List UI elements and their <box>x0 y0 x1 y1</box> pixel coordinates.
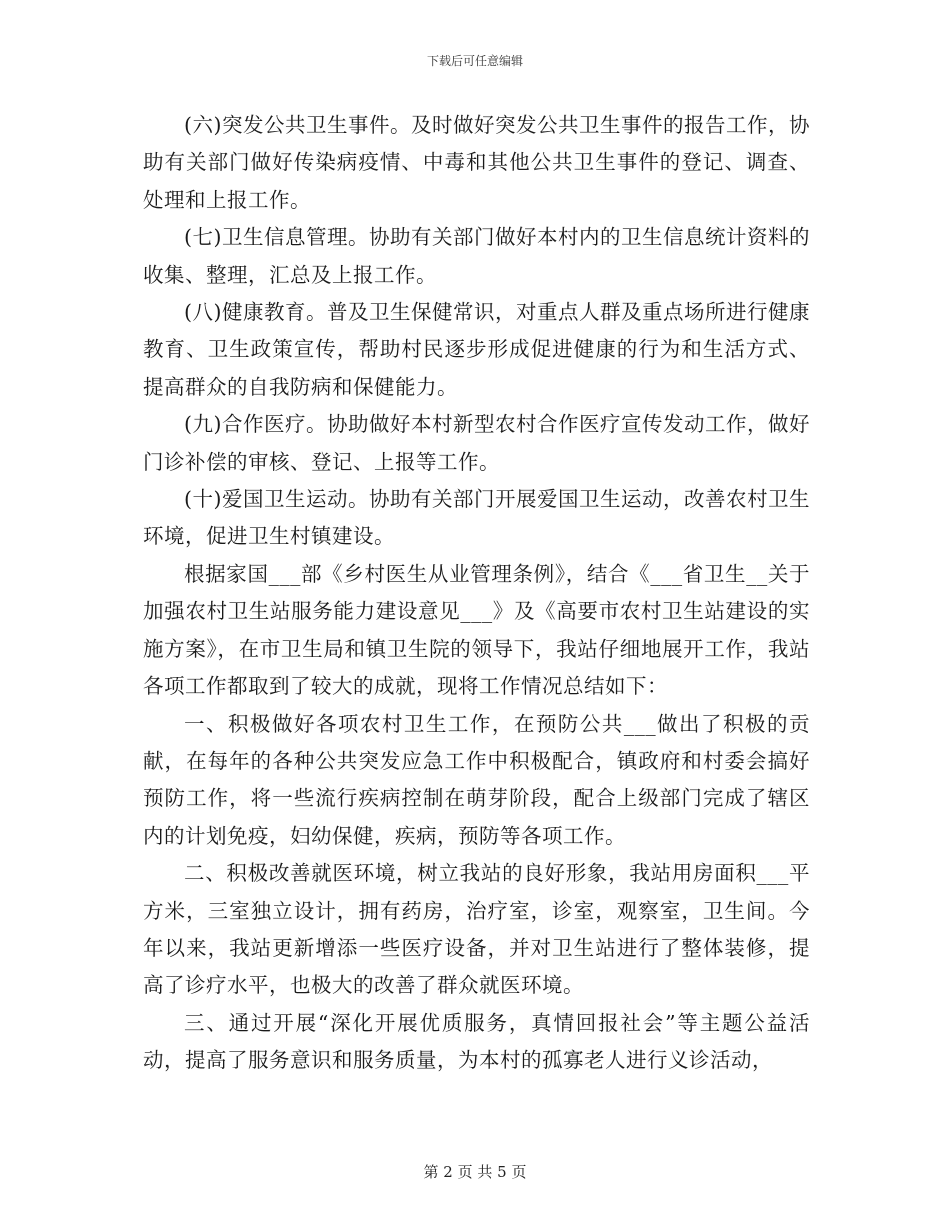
paragraph-summary-intro: 根据家国___部《乡村医生从业管理条例》，结合《___省卫生__关于加强农村卫生站服务能力建设意见___》及《高要市农村卫生站建设的实施方案》，在市卫生局和镇卫生院的领导下，我站仔细地展开工作，我站各项工作都取到了较大的成就，现将工作情况总结如下： <box>143 561 810 699</box>
paragraph-point-2: 二、积极改善就医环境，树立我站的良好形象，我站用房面积___平方米，三室独立设计，拥有药房，治疗室，诊室，观察室，卫生间。今年以来，我站更新增添一些医疗设备，并对卫生站进行了整体装修，提高了诊疗水平，也极大的改善了群众就医环境。 <box>143 861 810 998</box>
paragraph-10-patriotic-health: (十)爱国卫生运动。协助有关部门开展爱国卫生运动，改善农村卫生环境，促进卫生村镇建设。 <box>143 487 810 549</box>
paragraph-point-3: 三、通过开展“深化开展优质服务，真情回报社会”等主题公益活动，提高了服务意识和服务质量，为本村的孤寡老人进行义诊活动， <box>143 1010 810 1073</box>
paragraph-6-public-health-emergency: (六)突发公共卫生事件。及时做好突发公共卫生事件的报告工作，协助有关部门做好传染病疫情、中毒和其他公共卫生事件的登记、调查、处理和上报工作。 <box>143 113 810 212</box>
paragraph-point-1: 一、积极做好各项农村卫生工作，在预防公共___做出了积极的贡献，在每年的各种公共突发应急工作中积极配合，镇政府和村委会搞好预防工作，将一些流行疾病控制在萌芽阶段，配合上级部门完成了辖区内的计划免疫，妇幼保健，疾病，预防等各项工作。 <box>143 711 810 848</box>
page-number: 第 2 页 共 5 页 <box>423 1163 527 1181</box>
paragraph-7-health-info-management: (七)卫生信息管理。协助有关部门做好本村内的卫生信息统计资料的收集、整理，汇总及上报工作。 <box>143 225 810 287</box>
paragraph-9-cooperative-medical: (九)合作医疗。协助做好本村新型农村合作医疗宣传发动工作，做好门诊补偿的审核、登记、上报等工作。 <box>143 412 810 474</box>
header-note: 下载后可任意编辑 <box>426 54 523 68</box>
document-body <box>143 107 810 1080</box>
paragraph-8-health-education: (八)健康教育。普及卫生保健常识，对重点人群及重点场所进行健康教育、卫生政策宣传，帮助村民逐步形成促进健康的行为和生活方式、提高群众的自我防病和保健能力。 <box>143 300 810 399</box>
